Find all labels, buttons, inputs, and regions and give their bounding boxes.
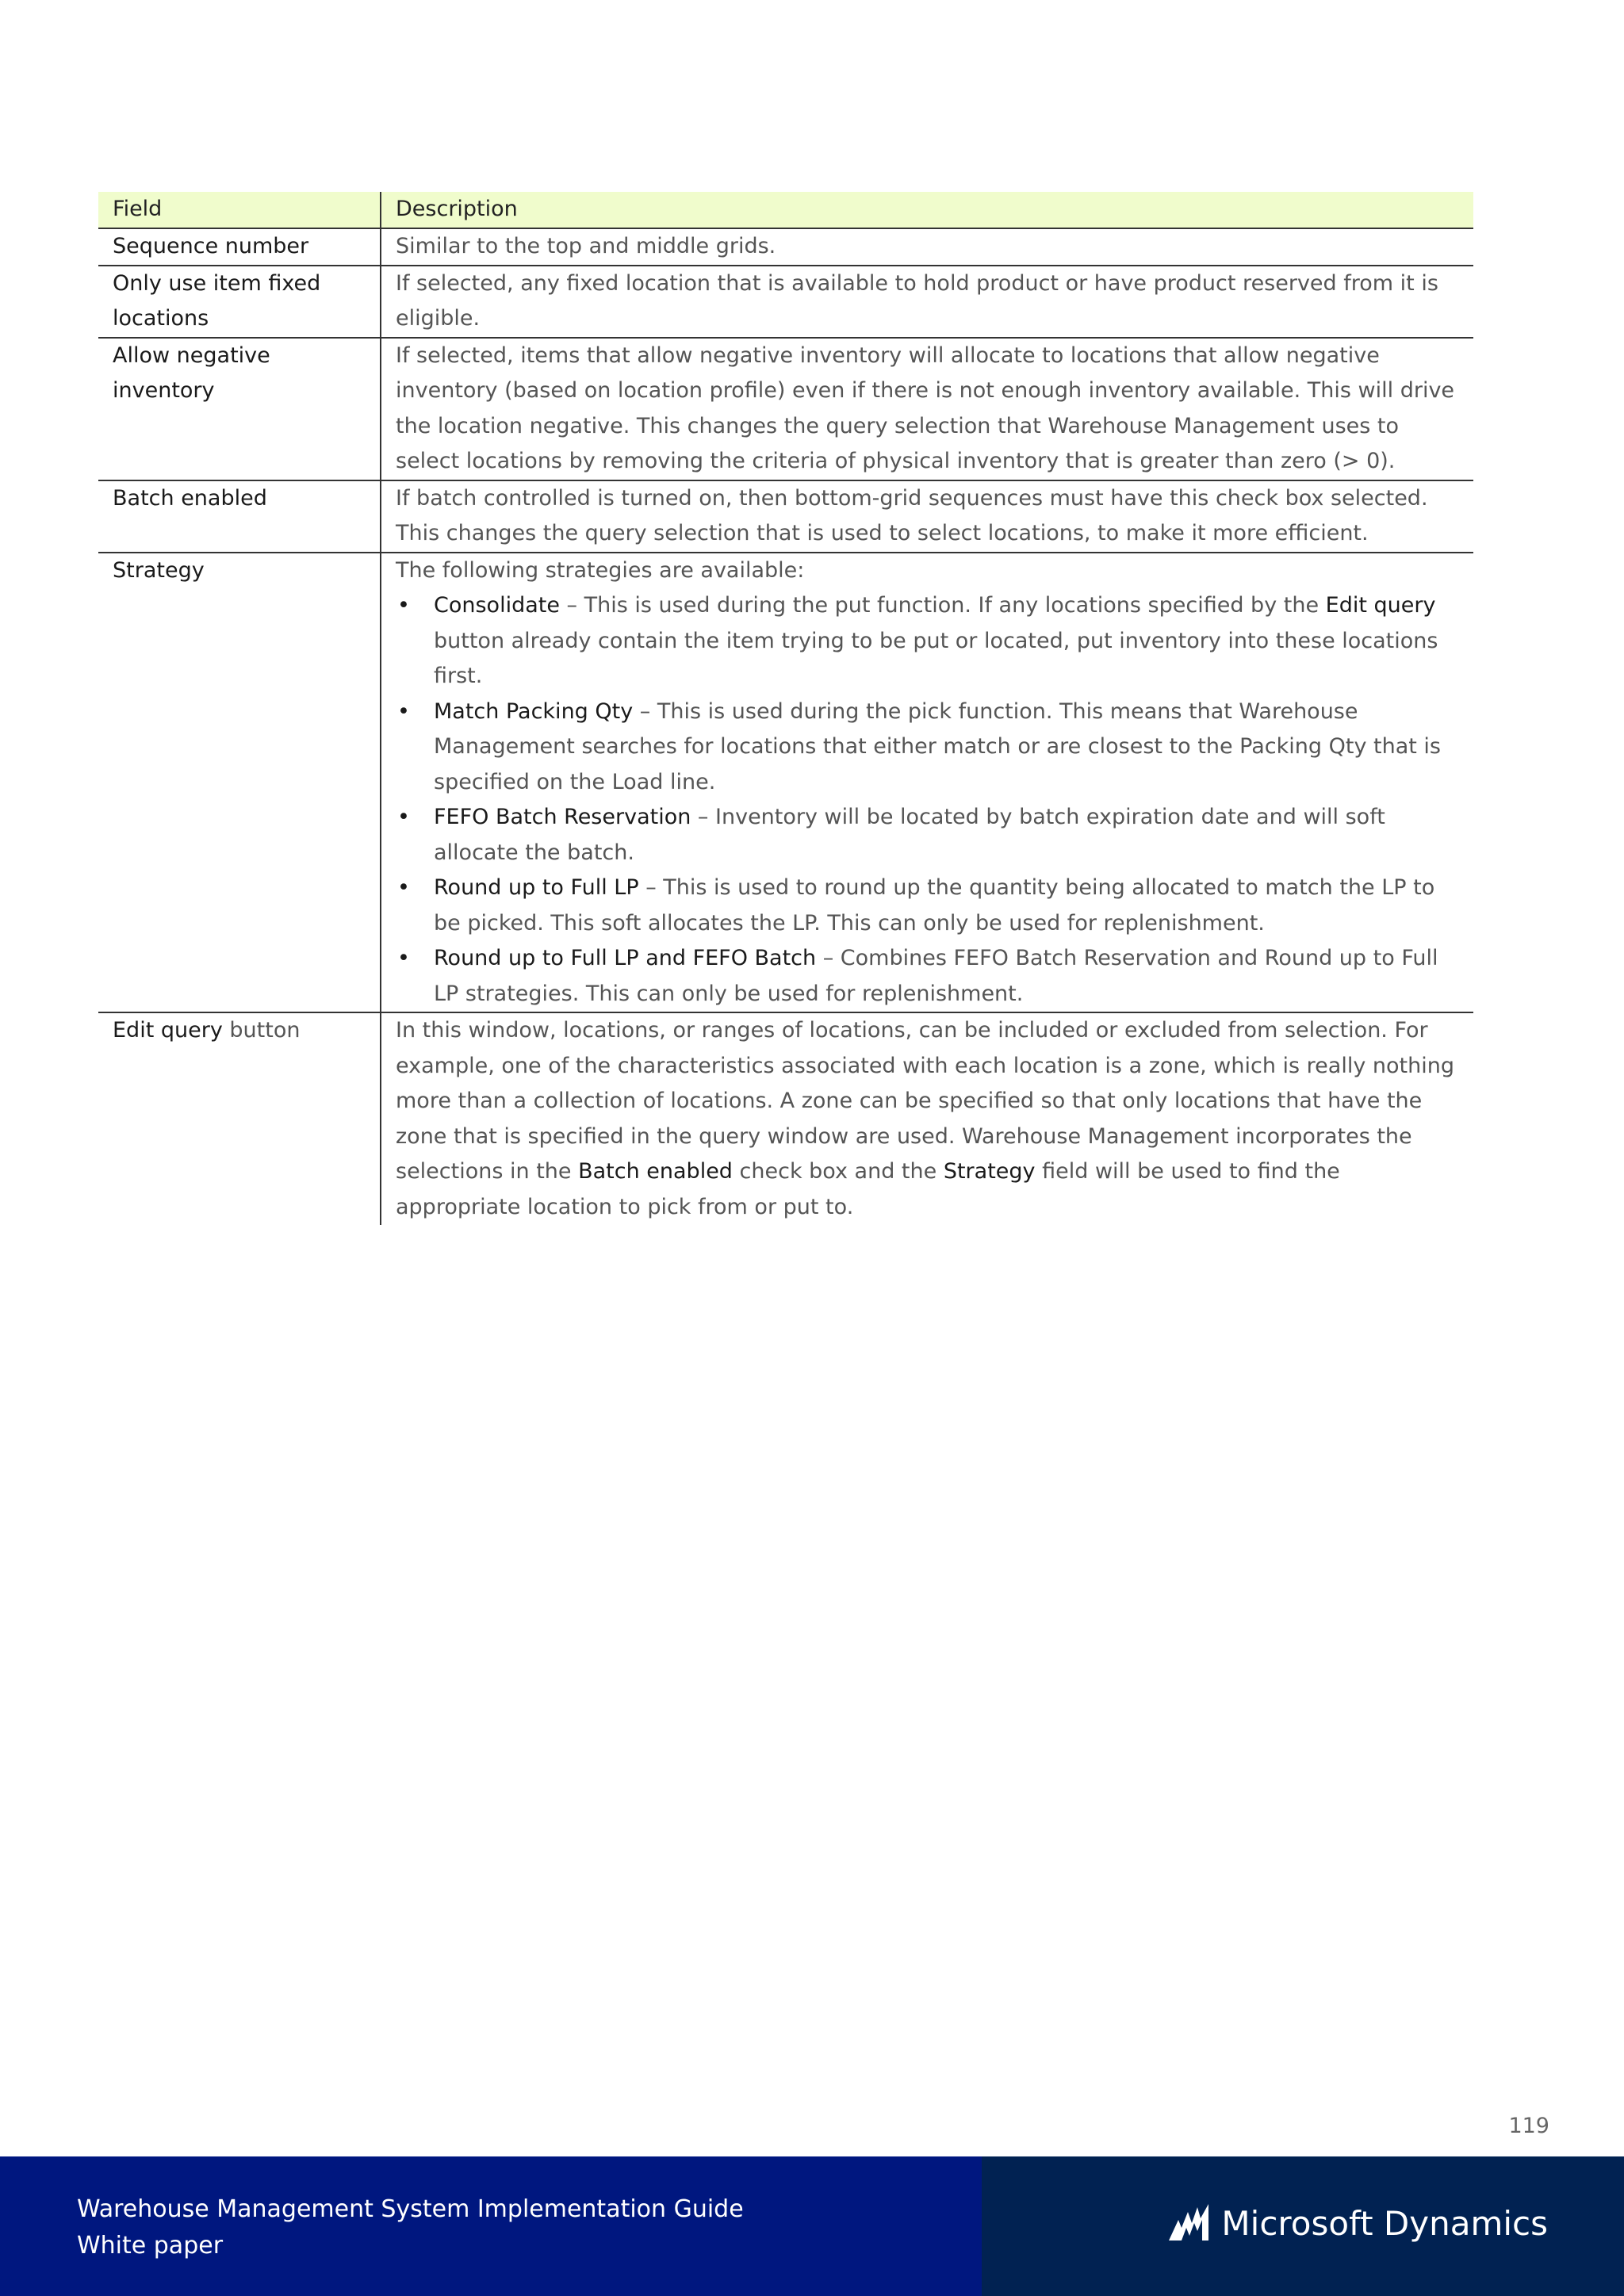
row-description: If selected, items that allow negative inventory will allocate to locations that allow negative inventory (based on location profile) even if there is not enough inventory available. This will drive the location negative. This changes the query selection that Warehouse Management uses to select locations by removing the criteria of physical inventory that is greater than zero (> 0). bbox=[381, 338, 1473, 480]
bullet-icon: • bbox=[397, 593, 410, 618]
row-description bbox=[381, 553, 1473, 1013]
footer-brand-band bbox=[982, 2156, 1624, 2296]
field-description-table-container bbox=[98, 192, 1473, 1225]
table-row bbox=[98, 1012, 1473, 1225]
list-item bbox=[396, 588, 1459, 695]
strategy-inline-term: Edit query bbox=[1325, 593, 1436, 618]
strategies-list bbox=[396, 588, 1459, 1012]
table-row bbox=[98, 480, 1473, 553]
bullet-icon: • bbox=[397, 875, 410, 900]
header-description: Description bbox=[381, 192, 1473, 228]
description-text: check box and the bbox=[732, 1159, 944, 1184]
strategy-text: – This is used during the put function. If any locations specified by the bbox=[559, 593, 1326, 618]
table-row bbox=[98, 228, 1473, 266]
strategies-intro: The following strategies are available: bbox=[396, 557, 805, 583]
footer-title-block bbox=[77, 2191, 744, 2264]
strategy-term: Round up to Full LP bbox=[434, 875, 639, 900]
row-description: If batch controlled is turned on, then bottom-grid sequences must have this check box selected. This changes the query selection that is used to select locations, to make it more efficient. bbox=[381, 480, 1473, 553]
field-term: Edit query bbox=[113, 1018, 223, 1043]
row-field: Strategy bbox=[98, 553, 381, 1013]
strategy-term: Round up to Full LP and FEFO Batch bbox=[434, 946, 817, 970]
bullet-icon: • bbox=[397, 946, 410, 970]
page-number: 119 bbox=[1508, 2114, 1549, 2138]
list-item bbox=[396, 941, 1459, 1012]
footer-document-title: Warehouse Management System Implementation Guide bbox=[77, 2195, 744, 2223]
list-item bbox=[396, 800, 1459, 871]
row-description: Similar to the top and middle grids. bbox=[381, 228, 1473, 266]
list-item bbox=[396, 871, 1459, 941]
row-field bbox=[98, 1012, 381, 1225]
description-term: Strategy bbox=[943, 1159, 1036, 1184]
strategy-text: – This is used to round up the quantity being allocated to match the LP to be picked. This soft allocates the LP. This can only be used for replenishment. bbox=[434, 875, 1435, 936]
table-row bbox=[98, 553, 1473, 1013]
row-field: Sequence number bbox=[98, 228, 381, 266]
table-row bbox=[98, 338, 1473, 480]
description-text: field will be used to find the appropriate location to pick from or put to. bbox=[396, 1159, 1340, 1219]
strategy-text: – Combines FEFO Batch Reservation and Round up to Full LP strategies. This can only be used for replenishment. bbox=[434, 946, 1438, 1006]
footer-band bbox=[0, 2156, 1624, 2296]
row-field: Allow negative inventory bbox=[98, 338, 381, 480]
bullet-icon: • bbox=[397, 805, 410, 829]
row-description: If selected, any fixed location that is available to hold product or have product reserved from it is eligible. bbox=[381, 266, 1473, 338]
description-text: In this window, locations, or ranges of locations, can be included or excluded from selection. For example, one of the characteristics associated with each location is a zone, which is really nothing more than a collection of locations. A zone can be specified so that only locations that have the zone that is specified in the query window are used. Warehouse Management incorporates the selections in the bbox=[396, 1018, 1454, 1184]
brand-logo bbox=[1167, 2199, 1548, 2247]
bullet-icon: • bbox=[397, 698, 410, 724]
strategy-text: – This is used during the pick function. This means that Warehouse Management searches for locations that either match or are closest to the Packing Qty that is specified on the Load line. bbox=[434, 698, 1441, 794]
strategy-text: button already contain the item trying to be put or located, put inventory into these locations first. bbox=[434, 628, 1438, 688]
header-field: Field bbox=[98, 192, 381, 228]
description-term: Batch enabled bbox=[578, 1159, 733, 1184]
strategy-term: FEFO Batch Reservation bbox=[434, 805, 691, 829]
row-field: Only use item fixed locations bbox=[98, 266, 381, 338]
field-suffix: button bbox=[222, 1018, 301, 1043]
strategy-term: Consolidate bbox=[434, 593, 560, 618]
strategy-text: – Inventory will be located by batch expiration date and will soft allocate the batch. bbox=[434, 805, 1385, 865]
microsoft-dynamics-logo-icon bbox=[1167, 2204, 1210, 2242]
strategy-term: Match Packing Qty bbox=[434, 698, 634, 724]
table-header-row bbox=[98, 192, 1473, 228]
footer-document-type: White paper bbox=[77, 2232, 224, 2260]
row-description bbox=[381, 1012, 1473, 1225]
brand-name: Microsoft Dynamics bbox=[1221, 2203, 1548, 2243]
row-field: Batch enabled bbox=[98, 480, 381, 553]
list-item bbox=[396, 695, 1459, 801]
table-row bbox=[98, 266, 1473, 338]
field-description-table bbox=[98, 192, 1473, 1225]
